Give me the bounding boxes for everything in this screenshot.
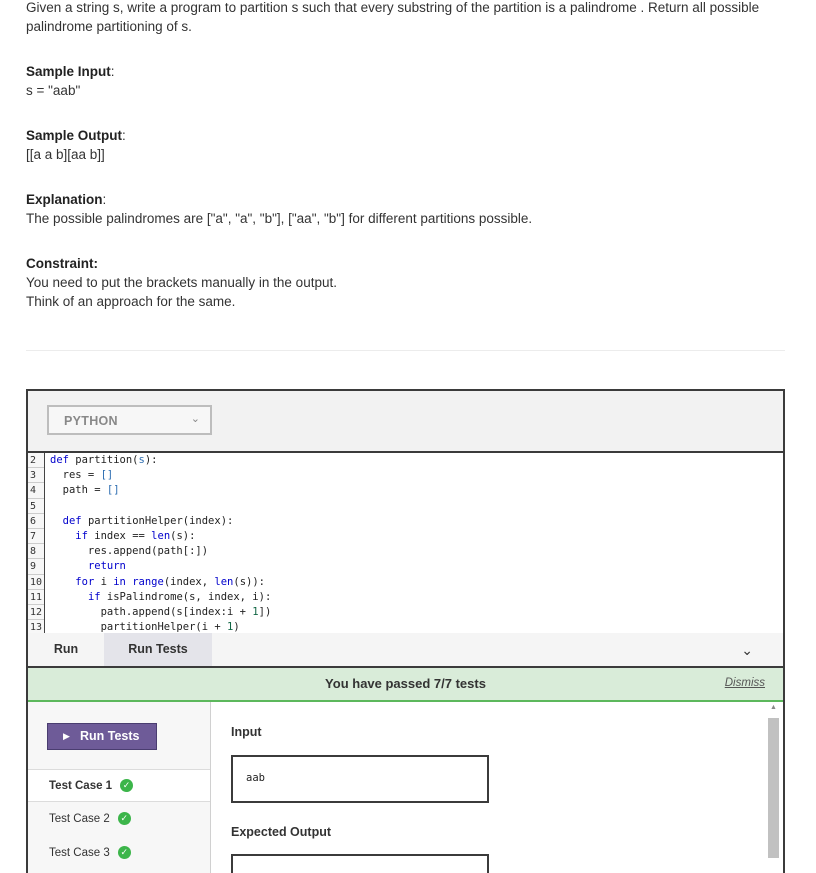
code-line: for i in range(index, len(s)): — [75, 575, 265, 588]
code-line: if isPalindrome(s, index, i): — [87, 590, 272, 603]
input-box — [231, 755, 489, 803]
run-bar — [28, 633, 783, 668]
code-line: def partitionHelper(index): — [62, 514, 234, 527]
check-icon: ✓ — [118, 812, 131, 825]
line-number: 4 — [28, 483, 44, 498]
check-icon: ✓ — [120, 779, 133, 792]
input-value: aab — [246, 772, 265, 784]
test-case-label: Test Case 3 — [49, 847, 110, 859]
pass-message: You have passed 7/7 tests — [325, 676, 486, 691]
constraint-line-2: Think of an approach for the same. — [26, 294, 236, 309]
code-lines — [50, 453, 271, 635]
scrollbar[interactable] — [767, 702, 779, 873]
constraint-label: Constraint: — [26, 256, 98, 271]
constraint-line-1: You need to put the brackets manually in the output. — [26, 275, 337, 290]
line-number: 13 — [28, 620, 44, 635]
section-divider — [26, 350, 785, 351]
code-line: path = [] — [50, 484, 120, 497]
code-line: res.append(path[:]) — [50, 545, 209, 558]
language-select[interactable] — [47, 405, 212, 435]
language-bar — [28, 391, 783, 451]
line-number: 7 — [28, 529, 44, 544]
run-tab[interactable]: Run — [53, 642, 79, 656]
code-line: partitionHelper(i + 1) — [50, 621, 240, 634]
code-ide — [26, 389, 785, 873]
sample-output-value: [[a a b][aa b]] — [26, 147, 105, 162]
chevron-down-icon[interactable]: ⌄ — [741, 642, 753, 658]
line-number: 12 — [28, 605, 44, 620]
explanation-text: The possible palindromes are ["a", "a", "b"], ["aa", "b"] for different partitions possible. — [26, 211, 533, 226]
line-number: 9 — [28, 559, 44, 574]
line-number: 10 — [28, 575, 44, 590]
scrollbar-thumb[interactable] — [768, 718, 779, 858]
play-icon: ▶ — [63, 731, 70, 741]
code-line: res = [] — [50, 469, 114, 482]
line-number: 3 — [28, 468, 44, 483]
code-line: path.append(s[index:i + 1]) — [50, 605, 272, 618]
line-number: 2 — [28, 453, 44, 468]
line-number: 11 — [28, 590, 44, 605]
test-results — [28, 702, 783, 873]
chevron-down-icon: ⌄ — [190, 413, 200, 425]
pass-banner — [28, 668, 783, 702]
line-number-gutter — [28, 453, 45, 633]
expected-output-box — [231, 854, 489, 873]
code-line — [50, 499, 271, 514]
input-label: Input — [231, 725, 262, 739]
expected-output-label: Expected Output — [231, 825, 332, 839]
sample-output-label: Sample Output — [26, 128, 123, 143]
code-line: return — [87, 560, 126, 573]
test-case-3[interactable] — [28, 837, 210, 870]
sample-input-value: s = "aab" — [26, 83, 81, 98]
test-case-list — [28, 702, 211, 873]
test-case-label: Test Case 2 — [49, 813, 110, 825]
problem-intro: Given a string s, write a program to partition s such that every substring of the partition is a palindrome . Return all possible palindrome partitioning of s. — [26, 0, 760, 34]
line-number: 8 — [28, 544, 44, 559]
run-tests-button[interactable] — [47, 723, 157, 750]
explanation-label: Explanation — [26, 192, 103, 207]
test-case-1[interactable] — [28, 769, 210, 802]
language-value: PYTHON — [64, 414, 118, 428]
test-detail — [211, 702, 783, 873]
line-number: 5 — [28, 499, 44, 514]
check-icon: ✓ — [118, 846, 131, 859]
run-tests-tab[interactable]: Run Tests — [104, 633, 212, 666]
code-editor[interactable] — [28, 451, 783, 635]
line-number: 6 — [28, 514, 44, 529]
sample-input-block: Sample Input: s = "aab" — [26, 64, 115, 98]
run-tests-button-label: Run Tests — [80, 729, 140, 743]
sample-output-block: Sample Output: [[a a b][aa b]] — [26, 128, 126, 162]
dismiss-link[interactable]: Dismiss — [724, 677, 765, 689]
constraint-block — [26, 254, 337, 311]
test-case-label: Test Case 1 — [49, 780, 113, 792]
code-line: if index == len(s): — [75, 529, 196, 542]
explanation-block: Explanation: The possible palindromes are ["a", "a", "b"], ["aa", "b"] for different partitions possible. — [26, 192, 533, 226]
scroll-up-icon[interactable]: ▲ — [770, 704, 777, 711]
sample-input-label: Sample Input — [26, 64, 111, 79]
test-case-2[interactable] — [28, 803, 210, 836]
code-line: def partition(s): — [50, 454, 158, 466]
